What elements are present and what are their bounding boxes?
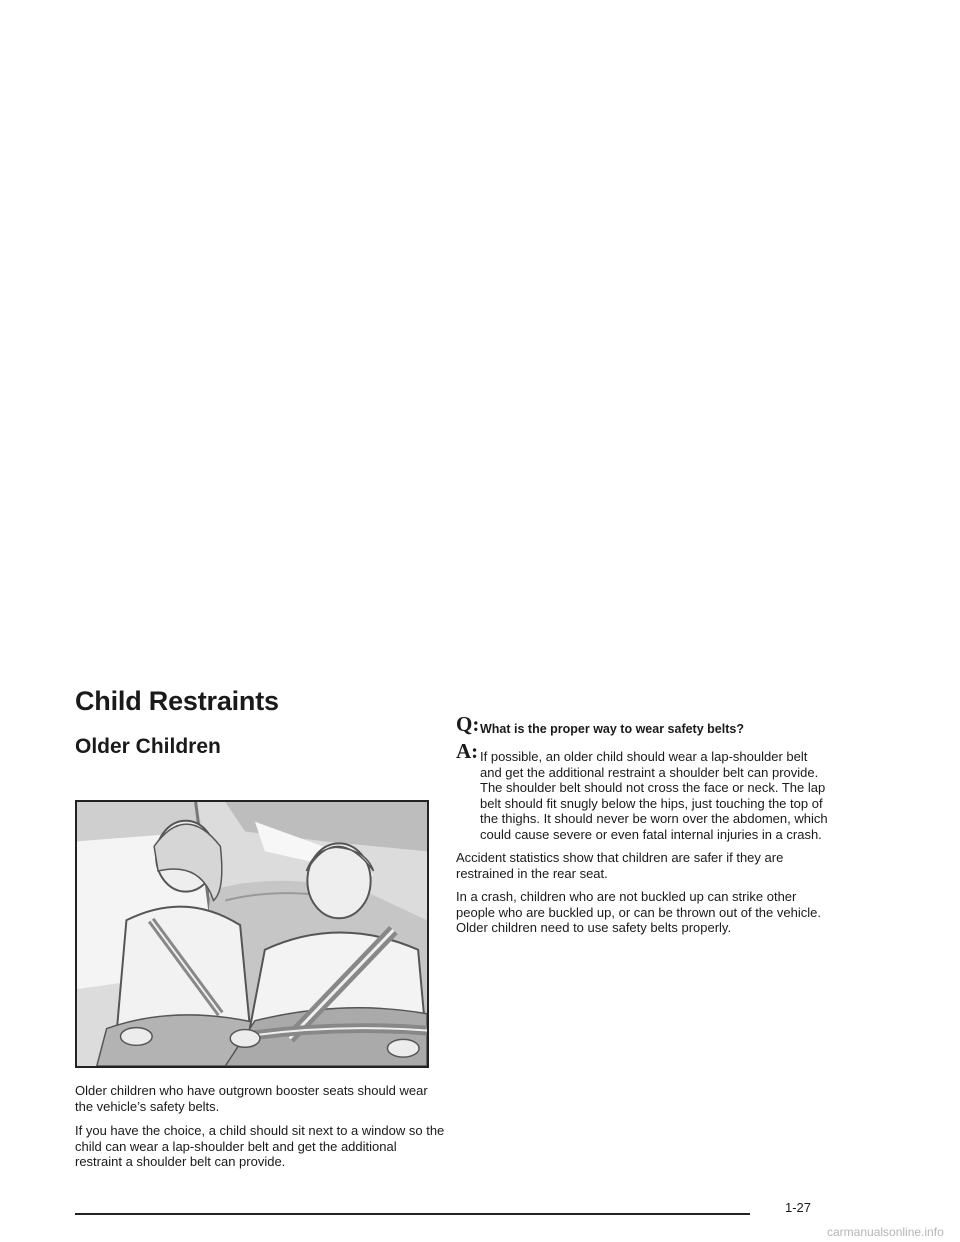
page-number: 1-27 (785, 1200, 812, 1215)
answer-letter: A: (456, 739, 479, 763)
footer-rule (75, 1213, 750, 1215)
paragraph: Older children who have outgrown booster seats should wear the vehicle’s safety belts. (75, 1083, 428, 1114)
right-column (456, 712, 828, 936)
paragraph: In a crash, children who are not buckled up can strike other people who are buckled up, or can be thrown out of the vehicle. Older children need to use safety belts properly. (456, 889, 821, 935)
section-title: Child Restraints (75, 686, 279, 716)
question-text: What is the proper way to wear safety belts? (480, 722, 744, 736)
answer-block (456, 739, 828, 842)
paragraph: Accident statistics show that children are safer if they are restrained in the rear seat. (456, 850, 784, 881)
children-safety-belt-illustration (75, 800, 429, 1068)
subsection-title: Older Children (75, 735, 221, 758)
question-block (456, 712, 828, 737)
answer-text: If possible, an older child should wear a lap-shoulder belt and get the additional restraint a shoulder belt can provide. The shoulder belt should not cross the face or neck. The lap belt should fit snugly below the hips, just touching the top of the thighs. It should never be worn over the abdomen, which could cause severe or even fatal internal injuries in a crash. (480, 749, 828, 842)
question-letter: Q: (456, 712, 480, 736)
paragraph: If you have the choice, a child should sit next to a window so the child can wear a lap-shoulder belt and get the additional restraint a shoulder belt can provide. (75, 1123, 445, 1169)
left-column-text (75, 1083, 447, 1179)
watermark: carmanualsonline.info (827, 1225, 944, 1239)
